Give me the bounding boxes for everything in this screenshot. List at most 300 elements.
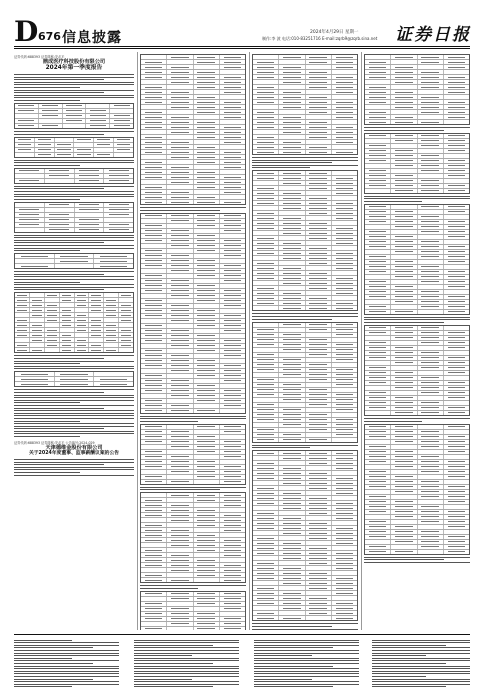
table-cell — [418, 341, 444, 345]
table-cell — [391, 240, 417, 244]
table-cell — [119, 293, 133, 297]
table-cell — [194, 274, 220, 278]
table-cell — [141, 200, 167, 204]
table-cell — [63, 119, 87, 123]
table-cell — [194, 518, 220, 522]
table-cell — [279, 276, 305, 280]
table-cell — [279, 561, 305, 565]
table-cell — [167, 95, 193, 99]
table-cell — [141, 513, 167, 517]
table-cell — [220, 279, 245, 283]
table-cell — [332, 611, 357, 615]
table-cell — [365, 435, 391, 439]
table-cell — [279, 611, 305, 615]
table-cell — [332, 140, 357, 144]
table-cell — [194, 224, 220, 228]
table-cell — [104, 348, 119, 352]
table-cell — [220, 573, 245, 577]
table-cell — [306, 261, 332, 265]
text-line — [364, 557, 470, 558]
table-cell — [306, 398, 332, 402]
table-cell — [167, 548, 193, 552]
table-cell — [253, 541, 279, 545]
table-cell — [194, 573, 220, 577]
text-line — [252, 316, 358, 317]
table-cell — [391, 149, 417, 153]
table-cell — [418, 520, 444, 524]
table-cell — [167, 110, 193, 114]
table-cell — [444, 230, 469, 234]
table-cell — [220, 234, 245, 238]
table-cell — [365, 440, 391, 444]
table-cell — [220, 155, 245, 159]
text-line — [14, 653, 119, 654]
table-cell — [444, 465, 469, 469]
text-line — [14, 464, 104, 465]
text-line — [372, 676, 426, 677]
text-line — [134, 679, 192, 680]
table-cell — [332, 438, 357, 442]
table-cell — [220, 264, 245, 268]
table-cell — [141, 284, 167, 288]
table-cell — [74, 153, 94, 157]
table-cell — [418, 290, 444, 294]
table-cell — [141, 324, 167, 328]
table-cell — [167, 200, 193, 204]
table-cell — [60, 303, 75, 307]
table-cell — [45, 348, 60, 352]
table-cell — [332, 281, 357, 285]
table-cell — [194, 135, 220, 139]
table-cell — [444, 346, 469, 350]
table-cell — [279, 481, 305, 485]
table-cell — [194, 155, 220, 159]
table-cell — [279, 236, 305, 240]
table-cell — [279, 428, 305, 432]
table-cell — [306, 333, 332, 337]
table-cell — [194, 145, 220, 149]
table-cell — [444, 475, 469, 479]
table-cell — [306, 145, 332, 149]
table-cell — [253, 536, 279, 540]
text-line — [14, 650, 119, 651]
table-cell — [167, 394, 193, 398]
table-cell — [391, 225, 417, 229]
table-cell — [391, 351, 417, 355]
table-cell — [194, 234, 220, 238]
table-cell — [418, 550, 444, 554]
table-cell — [167, 140, 193, 144]
table-cell — [194, 399, 220, 403]
issue-date: 2024年4月29日 星期一 — [310, 30, 359, 35]
table-cell — [114, 138, 133, 142]
table-cell — [365, 245, 391, 249]
table-cell — [279, 466, 305, 470]
table-cell — [167, 480, 193, 484]
table-cell — [418, 460, 444, 464]
table-cell — [444, 110, 469, 114]
data-table — [140, 54, 246, 205]
table-cell — [141, 195, 167, 199]
table-cell — [306, 271, 332, 275]
table-cell — [15, 333, 30, 337]
table-cell — [418, 179, 444, 183]
table-cell — [365, 260, 391, 264]
table-cell — [253, 266, 279, 270]
table-cell — [194, 607, 220, 611]
table-cell — [418, 500, 444, 504]
table-cell — [253, 261, 279, 265]
table-cell — [253, 296, 279, 300]
table-cell — [220, 304, 245, 308]
table-cell — [332, 130, 357, 134]
table-cell — [391, 376, 417, 380]
table-cell — [365, 225, 391, 229]
table-cell — [104, 328, 119, 332]
column-2 — [140, 52, 246, 630]
table-cell — [306, 403, 332, 407]
table-cell — [279, 75, 305, 79]
text-line — [14, 274, 104, 275]
table-cell — [253, 145, 279, 149]
table-cell — [306, 536, 332, 540]
text-line — [140, 210, 220, 211]
text-line — [364, 130, 444, 131]
table-cell — [253, 75, 279, 79]
table-cell — [220, 435, 245, 439]
data-table — [364, 133, 470, 194]
masthead — [0, 0, 484, 50]
table-cell — [253, 521, 279, 525]
table-cell — [332, 466, 357, 470]
data-table — [252, 450, 358, 621]
table-cell — [220, 498, 245, 502]
table-cell — [365, 164, 391, 168]
table-cell — [141, 543, 167, 547]
table-cell — [104, 228, 133, 232]
table-cell — [444, 490, 469, 494]
table-cell — [253, 348, 279, 352]
table-cell — [141, 130, 167, 134]
text-line — [14, 100, 80, 101]
table-cell — [444, 255, 469, 259]
table-cell — [194, 165, 220, 169]
text-line — [134, 681, 239, 682]
table-cell — [391, 480, 417, 484]
table-cell — [194, 105, 220, 109]
text-line — [14, 433, 134, 434]
table-cell — [279, 433, 305, 437]
table-cell — [418, 110, 444, 114]
table-cell — [279, 526, 305, 530]
table-cell — [279, 343, 305, 347]
table-cell — [220, 324, 245, 328]
table-cell — [220, 309, 245, 313]
table-cell — [220, 190, 245, 194]
table-cell — [332, 433, 357, 437]
table-cell — [167, 160, 193, 164]
table-cell — [418, 75, 444, 79]
table-cell — [306, 438, 332, 442]
table-cell — [167, 617, 193, 621]
table-cell — [391, 510, 417, 514]
table-cell — [75, 343, 90, 347]
table-cell — [365, 65, 391, 69]
table-cell — [391, 80, 417, 84]
table-cell — [220, 170, 245, 174]
table-cell — [167, 563, 193, 567]
bottom-column — [372, 638, 470, 694]
table-cell — [253, 531, 279, 535]
table-cell — [253, 571, 279, 575]
table-cell — [167, 344, 193, 348]
table-cell — [167, 229, 193, 233]
table-cell — [391, 265, 417, 269]
table-cell — [220, 460, 245, 464]
table-cell — [253, 236, 279, 240]
table-cell — [194, 597, 220, 601]
text-line — [134, 668, 239, 669]
table-cell — [194, 369, 220, 373]
text-line — [364, 559, 444, 560]
table-cell — [253, 586, 279, 590]
table-cell — [279, 328, 305, 332]
table-cell — [391, 189, 417, 193]
table-cell — [279, 120, 305, 124]
table-cell — [141, 274, 167, 278]
table-cell — [55, 264, 95, 268]
table-cell — [141, 503, 167, 507]
table-cell — [167, 294, 193, 298]
table-cell — [365, 326, 391, 330]
table-row — [141, 480, 245, 484]
table-cell — [365, 154, 391, 158]
table-cell — [194, 214, 220, 218]
text-line — [14, 240, 134, 241]
table-cell — [141, 558, 167, 562]
table-cell — [119, 333, 133, 337]
text-line — [14, 436, 80, 437]
table-cell — [75, 333, 90, 337]
table-cell — [332, 551, 357, 555]
table-cell — [306, 266, 332, 270]
table-row — [141, 627, 245, 630]
table-cell — [306, 486, 332, 490]
text-line — [14, 74, 134, 75]
table-cell — [141, 578, 167, 582]
text-line — [14, 134, 104, 135]
text-line — [14, 194, 134, 195]
table-cell — [119, 348, 133, 352]
table-cell — [391, 75, 417, 79]
table-cell — [220, 85, 245, 89]
table-cell — [306, 511, 332, 515]
table-cell — [391, 305, 417, 309]
table-cell — [418, 510, 444, 514]
table-cell — [365, 470, 391, 474]
table-cell — [444, 505, 469, 509]
table-cell — [74, 143, 94, 147]
table-cell — [444, 470, 469, 474]
text-line — [14, 413, 134, 414]
table-cell — [167, 389, 193, 393]
table-cell — [418, 235, 444, 239]
table-cell — [365, 450, 391, 454]
table-cell — [332, 191, 357, 195]
table-cell — [253, 291, 279, 295]
table-cell — [391, 210, 417, 214]
text-line — [14, 400, 134, 401]
table-cell — [444, 115, 469, 119]
table-cell — [220, 518, 245, 522]
text-line — [364, 319, 470, 320]
table-cell — [444, 60, 469, 64]
table-cell — [75, 348, 90, 352]
table-cell — [15, 179, 45, 183]
table-cell — [141, 70, 167, 74]
table-cell — [279, 105, 305, 109]
table-cell — [167, 359, 193, 363]
table-cell — [444, 100, 469, 104]
table-cell — [194, 60, 220, 64]
table-cell — [253, 70, 279, 74]
column-4 — [364, 52, 470, 630]
table-cell — [141, 430, 167, 434]
table-cell — [306, 566, 332, 570]
table-cell — [30, 333, 45, 337]
table-cell — [220, 440, 245, 444]
table-cell — [75, 213, 105, 217]
table-cell — [141, 190, 167, 194]
table-cell — [365, 300, 391, 304]
table-cell — [167, 75, 193, 79]
table-cell — [306, 501, 332, 505]
table-cell — [141, 90, 167, 94]
table-cell — [194, 264, 220, 268]
table-cell — [391, 445, 417, 449]
table-cell — [167, 150, 193, 154]
stock-line: 证券代码:688393 证券简称:安必平 公告编号:2024-029 — [14, 441, 95, 446]
table-cell — [306, 496, 332, 500]
table-row — [365, 310, 469, 314]
table-cell — [391, 500, 417, 504]
table-cell — [30, 343, 45, 347]
table-cell — [60, 308, 75, 312]
table-cell — [444, 540, 469, 544]
table-cell — [391, 280, 417, 284]
table-cell — [444, 80, 469, 84]
table-cell — [253, 125, 279, 129]
text-line — [252, 162, 332, 163]
table-cell — [45, 213, 75, 217]
table-cell — [194, 430, 220, 434]
text-line — [372, 671, 470, 672]
table-cell — [365, 134, 391, 138]
table-cell — [279, 471, 305, 475]
table-cell — [220, 299, 245, 303]
table-cell — [444, 105, 469, 109]
table-cell — [444, 396, 469, 400]
table-cell — [418, 470, 444, 474]
table-cell — [279, 491, 305, 495]
text-line — [252, 167, 310, 168]
table-cell — [220, 359, 245, 363]
table-cell — [391, 465, 417, 469]
table-cell — [253, 231, 279, 235]
table-cell — [194, 229, 220, 233]
table-cell — [220, 612, 245, 616]
table-cell — [253, 221, 279, 225]
table-cell — [167, 90, 193, 94]
table-cell — [194, 354, 220, 358]
table-cell — [194, 592, 220, 596]
table-cell — [332, 586, 357, 590]
table-cell — [194, 344, 220, 348]
table-cell — [279, 135, 305, 139]
table-cell — [60, 318, 75, 322]
text-line — [140, 416, 246, 417]
table-cell — [306, 461, 332, 465]
table-cell — [306, 70, 332, 74]
table-cell — [141, 553, 167, 557]
table-cell — [220, 450, 245, 454]
table-cell — [167, 573, 193, 577]
text-line — [372, 663, 446, 664]
data-table — [14, 103, 134, 129]
text-line — [14, 95, 134, 96]
table-cell — [444, 351, 469, 355]
table-cell — [194, 612, 220, 616]
table-cell — [365, 250, 391, 254]
data-table — [140, 492, 246, 583]
table-cell — [167, 460, 193, 464]
table-cell — [306, 601, 332, 605]
table-cell — [253, 561, 279, 565]
table-cell — [194, 170, 220, 174]
company-name: 鼎成医疗科技股份有限公司 — [42, 59, 106, 65]
table-cell — [418, 305, 444, 309]
table-cell — [332, 206, 357, 210]
table-cell — [306, 521, 332, 525]
company-name: 天津德维金股份有限公司 — [45, 445, 103, 452]
table-cell — [194, 249, 220, 253]
table-cell — [418, 381, 444, 385]
table-cell — [365, 139, 391, 143]
table-cell — [391, 455, 417, 459]
table-cell — [110, 109, 133, 113]
table-cell — [279, 418, 305, 422]
table-cell — [119, 338, 133, 342]
table-cell — [15, 218, 45, 222]
table-cell — [306, 301, 332, 305]
text-line — [14, 250, 80, 251]
table-cell — [220, 274, 245, 278]
table-cell — [60, 348, 75, 352]
table-cell — [391, 215, 417, 219]
table-cell — [45, 313, 60, 317]
table-cell — [253, 80, 279, 84]
table-cell — [167, 543, 193, 547]
table-cell — [194, 334, 220, 338]
table-cell — [167, 475, 193, 479]
table-cell — [391, 285, 417, 289]
table-cell — [220, 175, 245, 179]
table-cell — [253, 566, 279, 570]
table-cell — [306, 606, 332, 610]
table-cell — [365, 235, 391, 239]
table-cell — [141, 349, 167, 353]
text-line — [14, 663, 93, 664]
